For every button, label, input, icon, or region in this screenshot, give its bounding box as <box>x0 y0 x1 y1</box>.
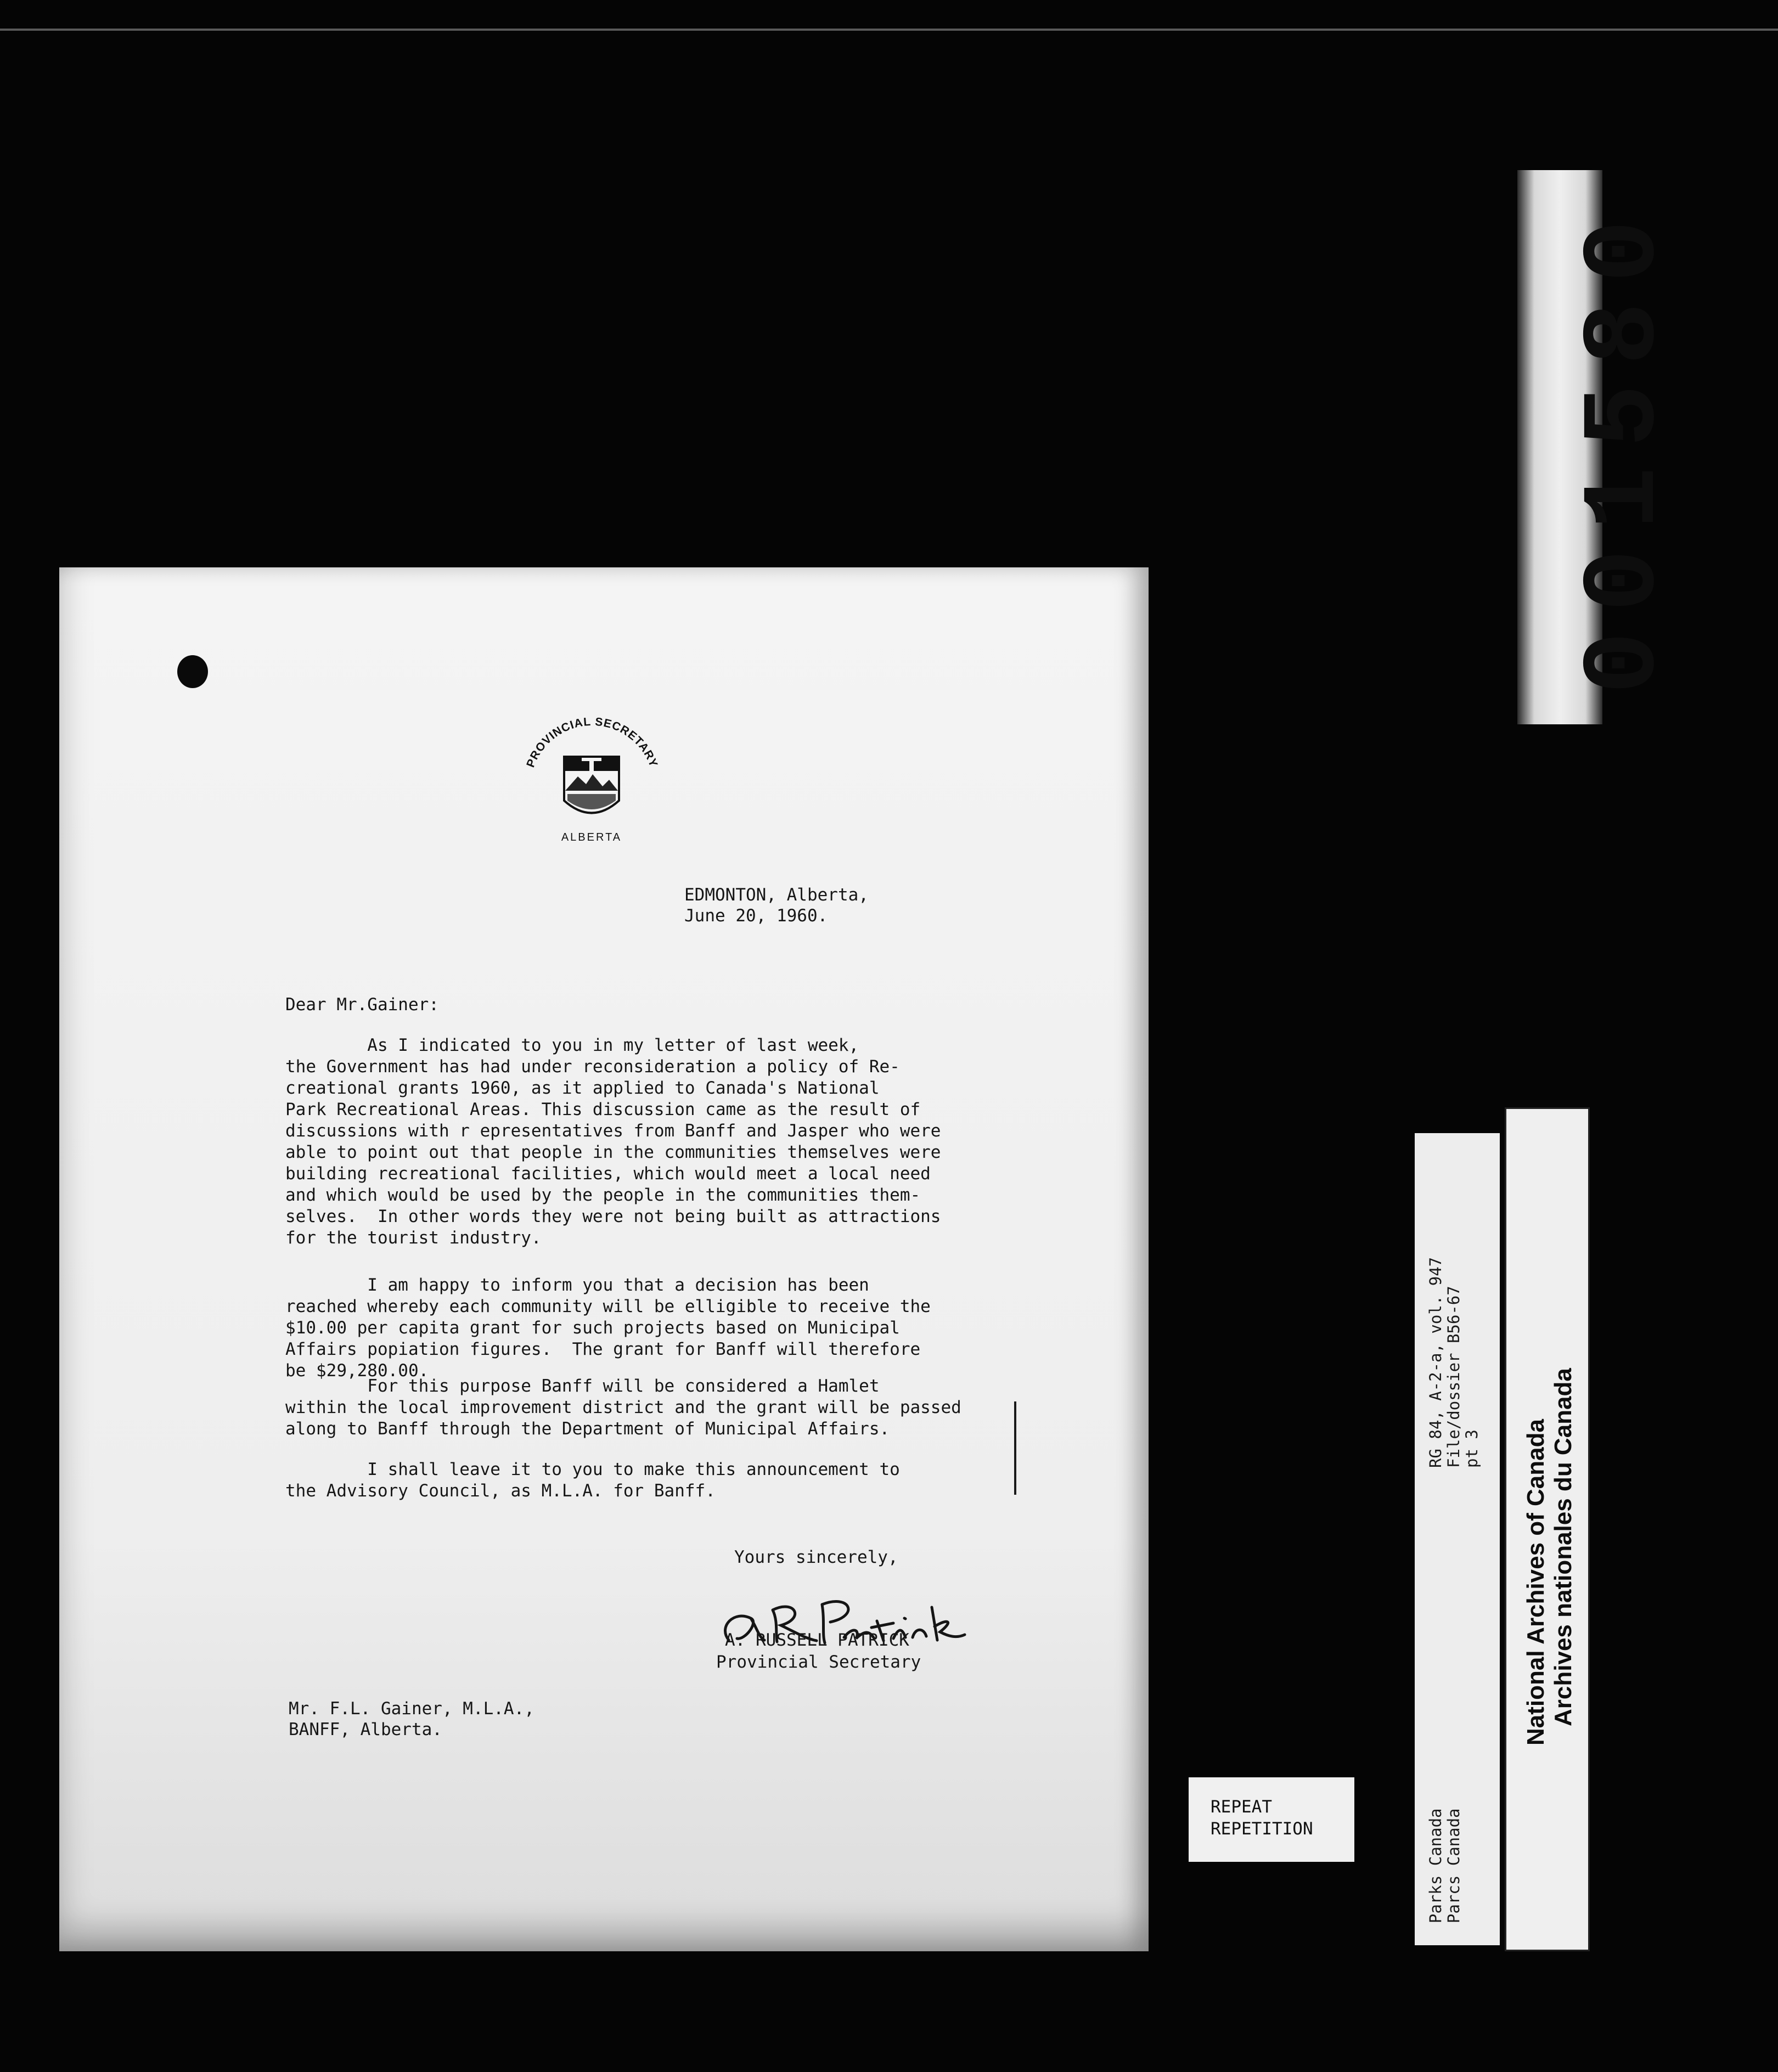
letter-paragraph-4: I shall leave it to you to make this announcement to the Advisory Council, as M.L.A. for Banff. <box>285 1460 900 1501</box>
letter-paragraph-1: As I indicated to you in my letter of last week, the Government has had under reconsideration a policy of Re- creational grants 1960, as it applied to Canada's National Park Recreational Areas. This discussion came as the result of discussions with r epresentatives from Banff and Jasper who were able to point out that people in the communities themselves were building recreational facilities, which would meet a local need and which would be used by the people in the communities them- selves. In other words they were not being built as attractions for the tourist industry. <box>285 1035 941 1248</box>
file-reference-text: RG 84, A-2-a, vol. 947 File/dossier B56-67 pt 3 <box>1426 1257 1481 1468</box>
letterhead-crest <box>509 696 674 861</box>
letter-date: June 20, 1960. <box>684 906 828 926</box>
agency-text: Parks Canada Parcs Canada <box>1426 1808 1463 1923</box>
letter-salutation: Dear Mr.Gainer: <box>285 995 439 1015</box>
archives-name-english: National Archives of Canada <box>1522 1419 1549 1746</box>
file-reference-strip <box>1415 1133 1500 1945</box>
signer-title: Provincial Secretary <box>716 1652 921 1672</box>
signer-name: A. RUSSELL PATRICK <box>725 1630 909 1650</box>
film-edge-line <box>0 29 1778 31</box>
recipient-name: Mr. F.L. Gainer, M.L.A., <box>289 1699 534 1719</box>
margin-mark <box>1014 1401 1016 1495</box>
punch-hole <box>177 655 208 688</box>
repeat-label-line-1: REPEAT <box>1211 1797 1272 1817</box>
letter-paragraph-2: I am happy to inform you that a decision has been reached whereby each community will be elligible to receive the $10.00 per capita grant for such projects based on Municipal Affairs popiation figures. The grant for Banff will therefore be $29,280.00. <box>285 1275 931 1381</box>
crest-arc-text: PROVINCIAL SECRETARY <box>524 715 660 769</box>
repeat-label <box>1189 1777 1354 1862</box>
letter-paragraph-3: For this purpose Banff will be considered a Hamlet within the local improvement district and the grant will be passed along to Banff through the Department of Municipal Affairs. <box>285 1376 961 1439</box>
archives-name-french: Archives nationales du Canada <box>1550 1368 1577 1726</box>
archives-label-strip <box>1505 1107 1590 1951</box>
letter-closing: Yours sincerely, <box>734 1547 898 1567</box>
microfilm-frame-number <box>1517 170 1685 724</box>
frame-number-text: 001580 <box>1567 200 1685 695</box>
recipient-address: BANFF, Alberta. <box>289 1720 442 1739</box>
letter-page <box>59 567 1149 1951</box>
letter-place: EDMONTON, Alberta, <box>684 885 869 905</box>
crest-province-label: ALBERTA <box>561 831 622 843</box>
alberta-crest-icon <box>509 696 674 834</box>
repeat-label-line-2: REPETITION <box>1211 1819 1313 1839</box>
